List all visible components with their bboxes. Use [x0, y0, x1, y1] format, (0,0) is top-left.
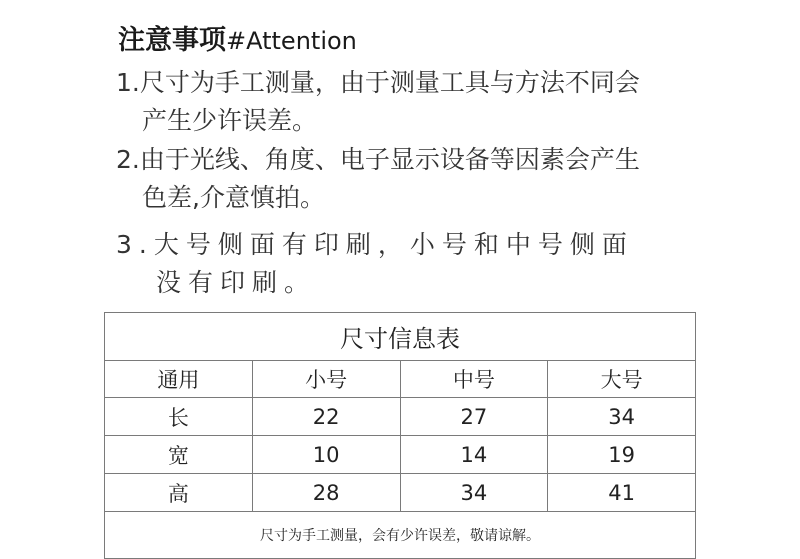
table-footnote: 尺寸为手工测量，会有少许误差，敬请谅解。 — [105, 512, 696, 559]
note-2 — [116, 141, 640, 217]
table-cell: 34 — [400, 474, 548, 512]
note-3-line-1: 3.大号侧面有印刷，小号和中号侧面 — [116, 230, 634, 259]
note-2-line-2: 色差,介意慎拍。 — [142, 183, 325, 212]
note-2-line-1: 2.由于光线、角度、电子显示设备等因素会产生 — [116, 145, 640, 174]
size-info-table — [104, 312, 696, 559]
column-header: 通用 — [105, 361, 253, 398]
table-cell: 19 — [548, 436, 696, 474]
table-cell: 34 — [548, 398, 696, 436]
table-row — [105, 474, 696, 512]
note-1-line-2: 产生少许误差。 — [142, 106, 318, 135]
note-1 — [116, 64, 640, 140]
heading-title: 注意事项 — [118, 25, 226, 56]
column-header: 小号 — [252, 361, 400, 398]
table-cell: 22 — [252, 398, 400, 436]
table-title: 尺寸信息表 — [105, 313, 696, 361]
column-header: 大号 — [548, 361, 696, 398]
table-cell: 41 — [548, 474, 696, 512]
table-header-row — [105, 361, 696, 398]
row-label: 高 — [105, 474, 253, 512]
row-label: 长 — [105, 398, 253, 436]
table-row — [105, 436, 696, 474]
row-label: 宽 — [105, 436, 253, 474]
attention-heading — [118, 18, 357, 57]
table-cell: 14 — [400, 436, 548, 474]
column-header: 中号 — [400, 361, 548, 398]
heading-subtitle: #Attention — [226, 27, 357, 55]
note-3-line-2: 没有印刷。 — [156, 268, 317, 297]
table-cell: 28 — [252, 474, 400, 512]
note-3 — [116, 226, 634, 302]
note-1-line-1: 1.尺寸为手工测量，由于测量工具与方法不同会 — [116, 68, 640, 97]
table-row — [105, 398, 696, 436]
table-cell: 27 — [400, 398, 548, 436]
table-cell: 10 — [252, 436, 400, 474]
